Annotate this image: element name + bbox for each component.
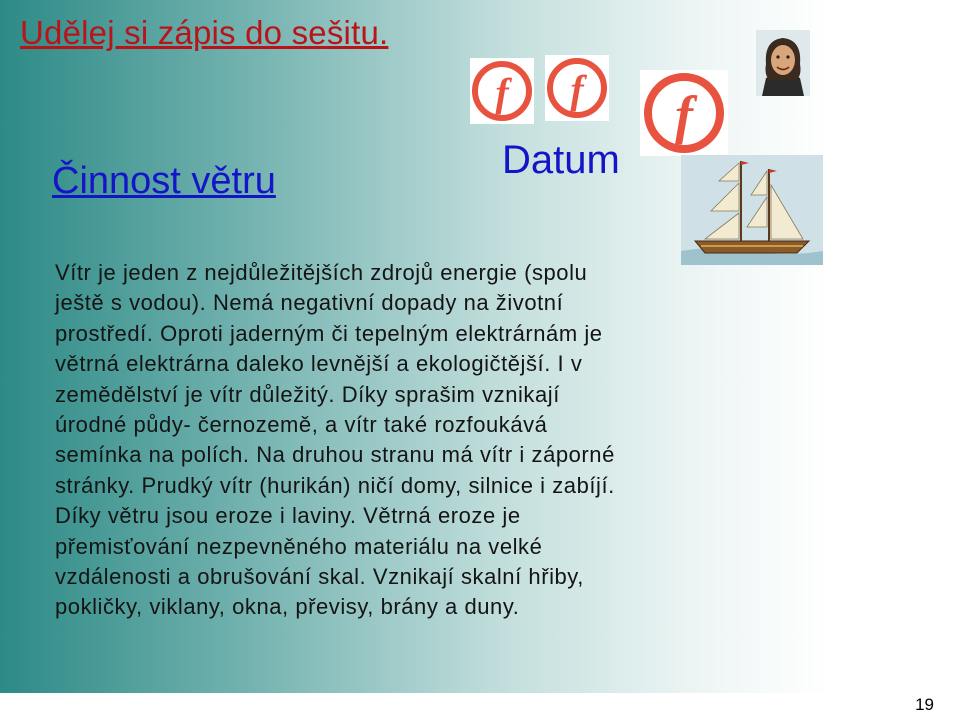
page-number: 19: [915, 695, 934, 714]
body-text: [55, 258, 755, 623]
body-line: větrná elektrárna daleko levnější a ekologičtější. I v: [55, 351, 583, 377]
body-line: vzdálenosti a obrušování skal. Vznikají skalní hřiby,: [55, 564, 584, 590]
body-line: stránky. Prudký vítr (hurikán) ničí domy, silnice i zabíjí.: [55, 472, 615, 498]
body-line: Vítr je jeden z nejdůležitějších zdrojů energie (spolu: [55, 260, 588, 285]
body-line: přemisťování nezpevněného materiálu na velké: [55, 533, 543, 559]
body-line: zemědělství je vítr důležitý. Díky sprašim vznikají: [55, 381, 560, 407]
body-line: úrodné půdy- černozemě, a vítr také rozfoukává: [55, 412, 548, 438]
body-line: prostředí. Oproti jaderným či tepelným elektrárnám je: [55, 320, 603, 346]
svg-text:f: f: [675, 85, 693, 145]
svg-text:f: f: [495, 70, 509, 115]
instruction-heading: Udělej si zápis do sešitu.: [20, 14, 389, 51]
f-logo-icon: [470, 58, 534, 124]
body-line: ještě s vodou). Nemá negativní dopady na životní: [55, 290, 564, 316]
date-label: Datum: [502, 138, 620, 182]
svg-text:f: f: [570, 67, 584, 112]
portrait-icon: [756, 30, 810, 96]
body-line: Díky větru jsou eroze i laviny. Větrná eroze je: [55, 503, 521, 529]
body-line: semínka na polích. Na druhou stranu má vítr i záporné: [55, 442, 615, 468]
page-title: Činnost větru: [52, 160, 276, 202]
body-line: pokličky, viklany, okna, převisy, brány a duny.: [55, 594, 520, 620]
f-logo-icon: [640, 70, 728, 156]
sailing-ship-icon: [681, 155, 823, 265]
f-logo-icon: [545, 55, 609, 121]
